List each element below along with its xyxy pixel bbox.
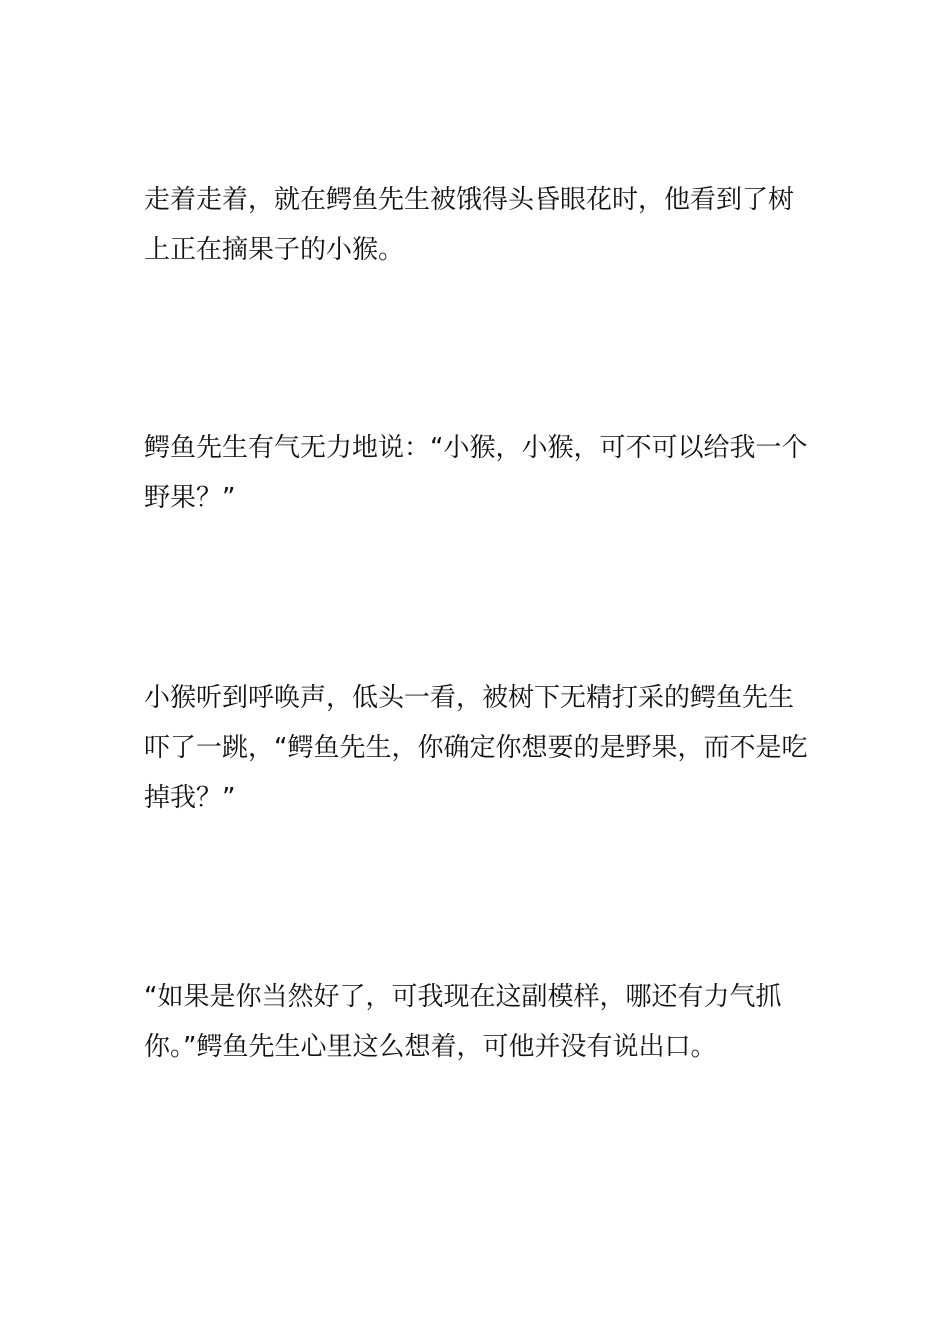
story-paragraph-3: 小猴听到呼唤声，低头一看，被树下无精打采的鳄鱼先生吓了一跳，“鳄鱼先生，你确定你想要的是野果，而不是吃掉我？” — [144, 683, 808, 813]
story-paragraph-1: 走着走着，就在鳄鱼先生被饿得头昏眼花时，他看到了树上正在摘果子的小猴。 — [144, 185, 795, 265]
story-paragraph-2: 鳄鱼先生有气无力地说：“小猴，小猴，可不可以给我一个野果？” — [144, 433, 808, 513]
story-paragraph-4: “如果是你当然好了，可我现在这副模样，哪还有力气抓你。”鳄鱼先生心里这么想着，可他并没有说出口。 — [144, 982, 782, 1062]
